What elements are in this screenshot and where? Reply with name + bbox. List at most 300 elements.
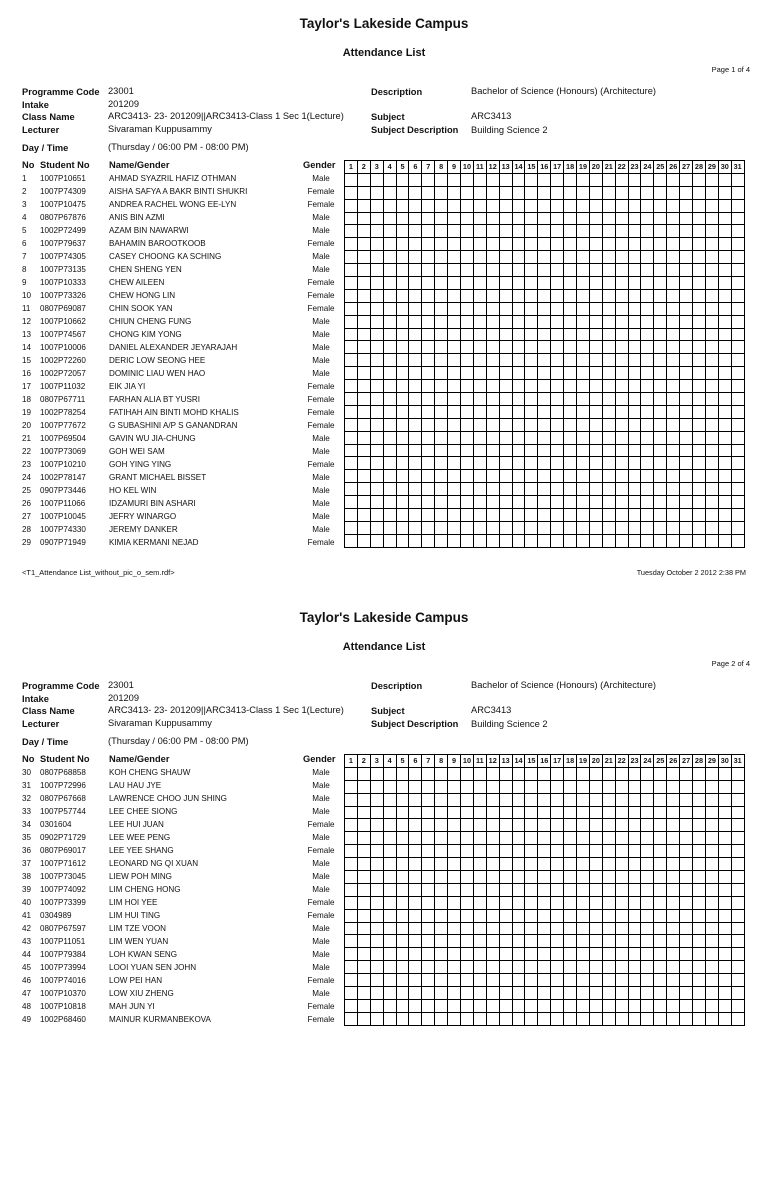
attendance-cell — [718, 974, 731, 987]
attendance-cell — [693, 328, 706, 341]
attendance-cell — [448, 354, 461, 367]
attendance-cell — [461, 444, 474, 457]
attendance-cell — [705, 767, 718, 780]
attendance-cell — [615, 534, 628, 547]
attendance-cell — [512, 483, 525, 496]
attendance-row — [345, 354, 745, 367]
attendance-cell — [461, 251, 474, 264]
attendance-cell — [615, 302, 628, 315]
student-name: CHEN SHENG YEN — [109, 265, 182, 274]
attendance-cell — [461, 961, 474, 974]
attendance-cell — [461, 457, 474, 470]
attendance-cell — [731, 780, 744, 793]
session-number: 16 — [538, 755, 551, 768]
attendance-cell — [370, 922, 383, 935]
attendance-cell — [589, 277, 602, 290]
attendance-cell — [705, 496, 718, 509]
attendance-cell — [705, 780, 718, 793]
attendance-cell — [667, 405, 680, 418]
attendance-cell — [461, 289, 474, 302]
attendance-cell — [499, 405, 512, 418]
attendance-cell — [422, 328, 435, 341]
attendance-cell — [345, 431, 358, 444]
attendance-cell — [525, 999, 538, 1012]
attendance-cell — [589, 845, 602, 858]
student-gender: Male — [312, 356, 330, 365]
attendance-cell — [370, 509, 383, 522]
session-number: 27 — [680, 755, 693, 768]
lecturer-label: Lecturer — [22, 125, 60, 135]
attendance-cell — [422, 380, 435, 393]
attendance-cell — [448, 922, 461, 935]
attendance-cell — [525, 483, 538, 496]
attendance-cell — [499, 948, 512, 961]
attendance-cell — [628, 431, 641, 444]
attendance-cell — [654, 225, 667, 238]
attendance-cell — [577, 871, 590, 884]
attendance-cell — [512, 534, 525, 547]
attendance-cell — [693, 173, 706, 186]
attendance-cell — [551, 212, 564, 225]
attendance-row — [345, 405, 745, 418]
attendance-cell — [615, 767, 628, 780]
attendance-cell — [628, 483, 641, 496]
attendance-cell — [641, 806, 654, 819]
attendance-cell — [486, 418, 499, 431]
attendance-cell — [615, 832, 628, 845]
student-name: LIM HUI TING — [109, 911, 161, 920]
student-id: 1007P10651 — [40, 174, 86, 183]
attendance-cell — [370, 496, 383, 509]
page-number: Page 1 of 4 — [711, 65, 750, 74]
attendance-cell — [602, 431, 615, 444]
attendance-cell — [409, 405, 422, 418]
attendance-cell — [499, 896, 512, 909]
student-gender: Male — [312, 937, 330, 946]
attendance-cell — [628, 405, 641, 418]
attendance-cell — [693, 470, 706, 483]
attendance-cell — [448, 302, 461, 315]
attendance-cell — [680, 534, 693, 547]
attendance-cell — [564, 896, 577, 909]
attendance-cell — [383, 948, 396, 961]
attendance-cell — [345, 858, 358, 871]
attendance-cell — [370, 251, 383, 264]
attendance-cell — [667, 896, 680, 909]
attendance-cell — [357, 444, 370, 457]
attendance-cell — [654, 264, 667, 277]
attendance-cell — [718, 225, 731, 238]
attendance-cell — [409, 186, 422, 199]
attendance-cell — [705, 431, 718, 444]
student-row — [0, 185, 340, 198]
attendance-cell — [731, 186, 744, 199]
attendance-cell — [602, 444, 615, 457]
attendance-cell — [538, 199, 551, 212]
attendance-cell — [577, 457, 590, 470]
student-name: LIM CHENG HONG — [109, 885, 181, 894]
attendance-cell — [693, 405, 706, 418]
attendance-cell — [693, 251, 706, 264]
attendance-cell — [589, 858, 602, 871]
subject-description-label: Subject Description — [371, 719, 459, 729]
attendance-cell — [345, 496, 358, 509]
attendance-cell — [589, 251, 602, 264]
attendance-cell — [370, 832, 383, 845]
student-name: CHIN SOOK YAN — [109, 304, 173, 313]
attendance-cell — [409, 509, 422, 522]
attendance-cell — [512, 521, 525, 534]
attendance-cell — [564, 341, 577, 354]
student-id: 1007P10045 — [40, 512, 86, 521]
attendance-cell — [409, 212, 422, 225]
attendance-row — [345, 883, 745, 896]
attendance-row — [345, 948, 745, 961]
attendance-cell — [499, 909, 512, 922]
attendance-cell — [731, 212, 744, 225]
attendance-cell — [435, 199, 448, 212]
attendance-cell — [422, 974, 435, 987]
attendance-cell — [551, 909, 564, 922]
attendance-cell — [409, 948, 422, 961]
attendance-cell — [615, 896, 628, 909]
attendance-cell — [654, 470, 667, 483]
student-name: LIM HOI YEE — [109, 898, 158, 907]
attendance-cell — [486, 289, 499, 302]
attendance-cell — [680, 987, 693, 1000]
attendance-cell — [538, 832, 551, 845]
attendance-cell — [680, 509, 693, 522]
attendance-cell — [641, 393, 654, 406]
student-number: 34 — [22, 820, 32, 829]
attendance-cell — [396, 509, 409, 522]
attendance-cell — [357, 534, 370, 547]
student-number: 22 — [22, 447, 32, 456]
attendance-cell — [499, 186, 512, 199]
attendance-cell — [357, 457, 370, 470]
student-number: 10 — [22, 291, 32, 300]
column-header-gender: Gender — [303, 754, 336, 764]
attendance-cell — [577, 832, 590, 845]
student-row — [0, 484, 340, 497]
attendance-cell — [564, 793, 577, 806]
attendance-cell — [718, 922, 731, 935]
attendance-cell — [577, 199, 590, 212]
student-gender: Male — [312, 525, 330, 534]
attendance-cell — [705, 405, 718, 418]
attendance-cell — [538, 186, 551, 199]
attendance-cell — [383, 871, 396, 884]
attendance-row — [345, 806, 745, 819]
student-gender: Female — [307, 278, 335, 287]
attendance-cell — [680, 1012, 693, 1025]
attendance-cell — [499, 483, 512, 496]
attendance-row — [345, 225, 745, 238]
attendance-cell — [370, 302, 383, 315]
attendance-cell — [499, 264, 512, 277]
attendance-cell — [551, 470, 564, 483]
attendance-cell — [538, 999, 551, 1012]
attendance-cell — [435, 483, 448, 496]
attendance-cell — [602, 909, 615, 922]
attendance-cell — [693, 858, 706, 871]
attendance-cell — [345, 961, 358, 974]
session-number: 26 — [667, 755, 680, 768]
attendance-cell — [435, 457, 448, 470]
attendance-cell — [731, 457, 744, 470]
attendance-cell — [499, 922, 512, 935]
attendance-cell — [345, 251, 358, 264]
class-name-label: Class Name — [22, 706, 75, 716]
attendance-cell — [718, 987, 731, 1000]
attendance-cell — [628, 251, 641, 264]
attendance-cell — [435, 251, 448, 264]
student-name: LOW XIU ZHENG — [109, 989, 174, 998]
attendance-cell — [396, 935, 409, 948]
student-number: 1 — [22, 174, 27, 183]
attendance-cell — [538, 380, 551, 393]
attendance-cell — [486, 354, 499, 367]
attendance-cell — [551, 935, 564, 948]
attendance-cell — [628, 534, 641, 547]
attendance-cell — [486, 521, 499, 534]
attendance-cell — [628, 948, 641, 961]
attendance-cell — [383, 173, 396, 186]
attendance-cell — [370, 470, 383, 483]
attendance-cell — [731, 470, 744, 483]
student-gender: Male — [312, 369, 330, 378]
attendance-cell — [370, 186, 383, 199]
attendance-cell — [641, 496, 654, 509]
attendance-cell — [654, 509, 667, 522]
attendance-cell — [680, 418, 693, 431]
attendance-cell — [602, 418, 615, 431]
attendance-cell — [435, 405, 448, 418]
attendance-cell — [538, 225, 551, 238]
attendance-cell — [383, 909, 396, 922]
attendance-cell — [654, 896, 667, 909]
student-id: 0907P71949 — [40, 538, 86, 547]
attendance-cell — [577, 883, 590, 896]
attendance-cell — [396, 354, 409, 367]
attendance-cell — [422, 521, 435, 534]
attendance-cell — [473, 380, 486, 393]
attendance-cell — [654, 496, 667, 509]
attendance-cell — [461, 999, 474, 1012]
attendance-cell — [628, 302, 641, 315]
attendance-cell — [461, 470, 474, 483]
attendance-cell — [654, 186, 667, 199]
attendance-cell — [435, 367, 448, 380]
attendance-cell — [461, 935, 474, 948]
attendance-cell — [422, 418, 435, 431]
attendance-cell — [473, 483, 486, 496]
attendance-cell — [667, 225, 680, 238]
subject-value: ARC3413 — [471, 705, 512, 715]
attendance-cell — [628, 212, 641, 225]
column-header-student-no: Student No — [40, 160, 90, 170]
attendance-cell — [435, 289, 448, 302]
attendance-cell — [564, 418, 577, 431]
student-name: AHMAD SYAZRIL HAFIZ OTHMAN — [109, 174, 237, 183]
attendance-cell — [564, 289, 577, 302]
attendance-cell — [370, 212, 383, 225]
attendance-cell — [409, 909, 422, 922]
attendance-cell — [628, 277, 641, 290]
attendance-cell — [461, 302, 474, 315]
attendance-cell — [396, 264, 409, 277]
attendance-cell — [667, 212, 680, 225]
student-number: 2 — [22, 187, 27, 196]
attendance-cell — [422, 845, 435, 858]
attendance-cell — [564, 780, 577, 793]
student-name: LEE WEE PENG — [109, 833, 171, 842]
attendance-cell — [396, 367, 409, 380]
attendance-cell — [641, 341, 654, 354]
attendance-cell — [654, 328, 667, 341]
attendance-cell — [422, 457, 435, 470]
attendance-cell — [680, 444, 693, 457]
day-time-value: (Thursday / 06:00 PM - 08:00 PM) — [108, 142, 249, 152]
attendance-cell — [602, 199, 615, 212]
attendance-cell — [654, 418, 667, 431]
attendance-row — [345, 871, 745, 884]
attendance-cell — [577, 806, 590, 819]
attendance-cell — [525, 961, 538, 974]
attendance-cell — [461, 431, 474, 444]
student-row — [0, 458, 340, 471]
attendance-cell — [564, 186, 577, 199]
attendance-cell — [577, 909, 590, 922]
attendance-cell — [499, 173, 512, 186]
attendance-cell — [435, 819, 448, 832]
attendance-cell — [422, 806, 435, 819]
student-number: 23 — [22, 460, 32, 469]
attendance-cell — [551, 199, 564, 212]
attendance-cell — [422, 909, 435, 922]
attendance-cell — [718, 212, 731, 225]
attendance-cell — [435, 845, 448, 858]
attendance-cell — [486, 974, 499, 987]
student-gender: Male — [312, 499, 330, 508]
attendance-cell — [461, 896, 474, 909]
attendance-cell — [409, 328, 422, 341]
attendance-cell — [473, 405, 486, 418]
attendance-cell — [602, 277, 615, 290]
attendance-cell — [448, 909, 461, 922]
attendance-cell — [486, 922, 499, 935]
attendance-cell — [383, 238, 396, 251]
attendance-cell — [628, 883, 641, 896]
attendance-cell — [435, 393, 448, 406]
attendance-cell — [589, 1012, 602, 1025]
attendance-row — [345, 935, 745, 948]
attendance-cell — [345, 264, 358, 277]
attendance-cell — [345, 328, 358, 341]
attendance-cell — [396, 341, 409, 354]
attendance-cell — [512, 341, 525, 354]
student-id: 1007P10006 — [40, 343, 86, 352]
attendance-cell — [564, 871, 577, 884]
print-date: Tuesday October 2 2012 2:38 PM — [636, 568, 746, 577]
student-id: 1007P10370 — [40, 989, 86, 998]
attendance-cell — [564, 974, 577, 987]
attendance-cell — [486, 212, 499, 225]
attendance-cell — [654, 277, 667, 290]
attendance-cell — [577, 405, 590, 418]
attendance-cell — [693, 922, 706, 935]
attendance-cell — [486, 871, 499, 884]
attendance-cell — [422, 173, 435, 186]
attendance-cell — [693, 457, 706, 470]
attendance-cell — [654, 238, 667, 251]
attendance-cell — [718, 380, 731, 393]
attendance-cell — [396, 832, 409, 845]
attendance-cell — [731, 858, 744, 871]
attendance-cell — [370, 199, 383, 212]
attendance-cell — [628, 845, 641, 858]
attendance-cell — [486, 793, 499, 806]
attendance-cell — [577, 328, 590, 341]
attendance-cell — [409, 393, 422, 406]
attendance-cell — [461, 883, 474, 896]
attendance-cell — [654, 909, 667, 922]
attendance-cell — [680, 186, 693, 199]
attendance-cell — [680, 974, 693, 987]
student-name: LOOI YUAN SEN JOHN — [109, 963, 197, 972]
attendance-cell — [512, 393, 525, 406]
attendance-cell — [641, 251, 654, 264]
attendance-cell — [680, 470, 693, 483]
attendance-cell — [615, 173, 628, 186]
session-number: 3 — [370, 755, 383, 768]
attendance-cell — [512, 819, 525, 832]
attendance-cell — [667, 199, 680, 212]
attendance-cell — [473, 251, 486, 264]
attendance-cell — [525, 393, 538, 406]
attendance-cell — [409, 987, 422, 1000]
student-row — [0, 302, 340, 315]
attendance-cell — [641, 935, 654, 948]
attendance-cell — [512, 961, 525, 974]
student-gender: Male — [312, 330, 330, 339]
student-name: G SUBASHINI A/P S GANANDRAN — [109, 421, 238, 430]
session-number: 25 — [654, 161, 667, 174]
attendance-cell — [718, 1012, 731, 1025]
attendance-cell — [525, 935, 538, 948]
student-name: LEE CHEE SIONG — [109, 807, 178, 816]
session-number: 23 — [628, 755, 641, 768]
attendance-cell — [654, 871, 667, 884]
student-gender: Male — [312, 989, 330, 998]
student-row — [0, 935, 340, 948]
attendance-cell — [641, 328, 654, 341]
attendance-cell — [409, 418, 422, 431]
attendance-cell — [705, 845, 718, 858]
attendance-cell — [448, 883, 461, 896]
student-gender: Male — [312, 833, 330, 842]
student-number: 21 — [22, 434, 32, 443]
attendance-cell — [577, 819, 590, 832]
attendance-cell — [731, 909, 744, 922]
attendance-cell — [718, 251, 731, 264]
attendance-cell — [731, 922, 744, 935]
attendance-cell — [345, 470, 358, 483]
attendance-cell — [551, 405, 564, 418]
attendance-cell — [538, 909, 551, 922]
attendance-cell — [693, 225, 706, 238]
attendance-cell — [718, 186, 731, 199]
